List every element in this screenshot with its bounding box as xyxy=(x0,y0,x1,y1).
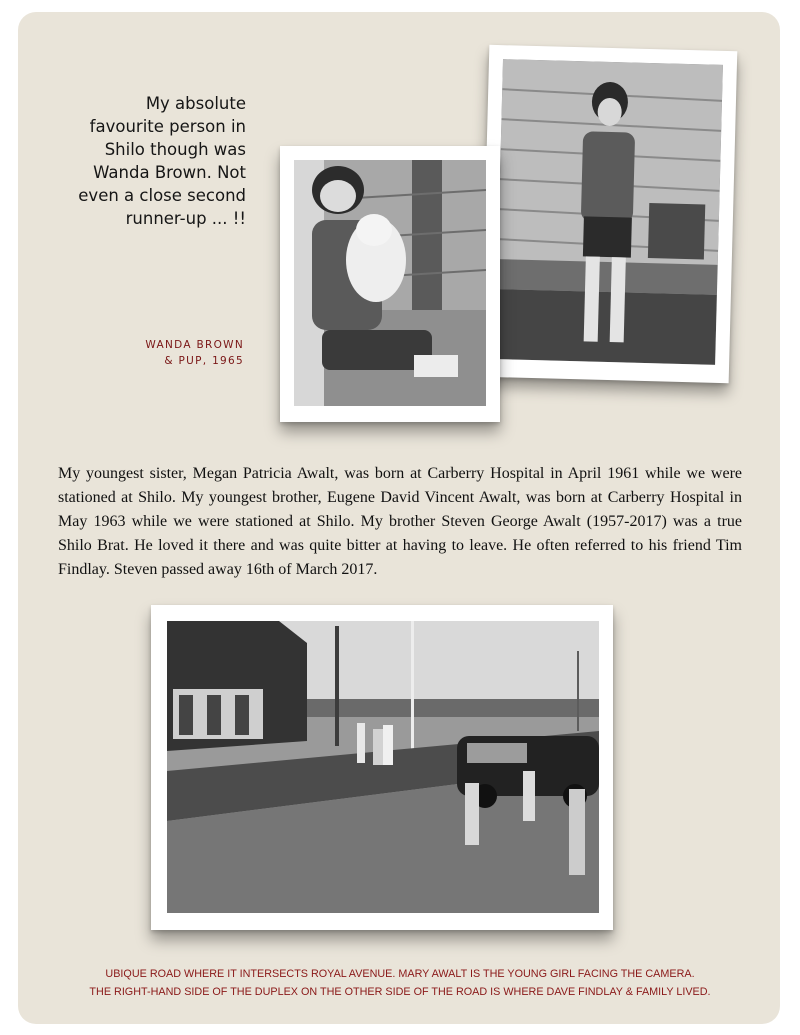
pull-quote xyxy=(60,92,246,230)
quote-line: Shilo though was xyxy=(104,140,246,159)
quote-line: even a close second xyxy=(78,186,246,205)
photo-street-image xyxy=(167,621,599,913)
caption-line: WANDA BROWN xyxy=(145,339,244,351)
caption-line: UBIQUE ROAD WHERE IT INTERSECTS ROYAL AVENUE. MARY AWALT IS THE YOUNG GIRL FACING THE CAMERA. xyxy=(105,968,695,980)
photo-standing-image xyxy=(495,59,723,365)
caption-line: THE RIGHT-HAND SIDE OF THE DUPLEX ON THE OTHER SIDE OF THE ROAD IS WHERE DAVE FINDLAY & FAMILY LIVED. xyxy=(89,986,711,998)
photo-ubique-road xyxy=(151,605,613,930)
photo-wanda-image xyxy=(294,160,486,406)
quote-line: Wanda Brown. Not xyxy=(93,163,246,182)
bottom-photo-caption xyxy=(30,965,770,1001)
quote-line: favourite person in xyxy=(89,117,246,136)
quote-line: My absolute xyxy=(145,94,246,113)
quote-line: runner-up ... !! xyxy=(125,209,246,228)
caption-line: & PUP, 1965 xyxy=(164,355,244,367)
body-paragraph: My youngest sister, Megan Patricia Awalt, was born at Carberry Hospital in April 1961 while we were stationed at Shilo. My youngest brother, Eugene David Vincent Awalt, was born at Carberry Hospital in May 1963 while we were stationed at Shilo. My brother Steven George Awalt (1957-2017) was a true Shilo Brat. He loved it there and was quite bitter at having to leave. He often referred to his friend Tim Findlay. Steven passed away 16th of March 2017. xyxy=(58,465,742,578)
photo-wanda-with-pup xyxy=(280,146,500,422)
photo-standing-girl xyxy=(481,45,738,383)
photo-caption-wanda xyxy=(120,337,244,369)
